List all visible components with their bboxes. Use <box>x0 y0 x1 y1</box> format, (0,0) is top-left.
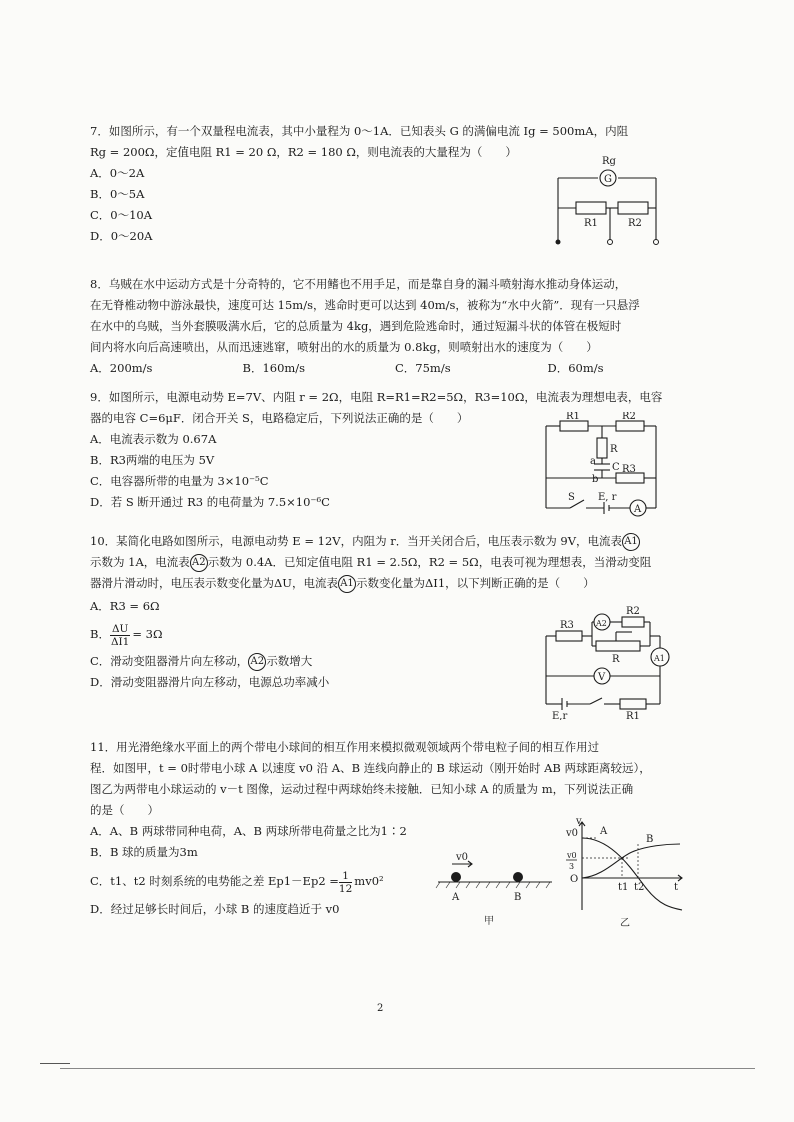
q7-option-a[interactable]: A．0～2A <box>90 166 145 180</box>
q9-b-point-label: b <box>592 474 599 485</box>
q11-yi-origin-label: O <box>570 874 579 885</box>
q7-stem-line2: Rg = 200Ω，定值电阻 R1 = 20 Ω，R2 = 180 Ω，则电流表的大量程为（ ） <box>90 145 517 159</box>
q10-fig-r1-label: R1 <box>626 711 640 720</box>
fraction-numerator: 1 <box>339 870 352 883</box>
ball-b-icon <box>513 872 523 882</box>
q11-jia-caption: 甲 <box>484 916 494 927</box>
q11-stem-line3: 图乙为两带电小球运动的 v－t 图像，运动过程中两球始终未接触．已知小球 A 的质量为 m，下列说法正确 <box>90 782 634 796</box>
q10-option-d[interactable]: D．滑动变阻器滑片向左移动，电源总功率减小 <box>90 675 330 689</box>
q11-jia-v0-label: v0 <box>456 852 469 863</box>
q8-stem-line1: 8．乌贼在水中运动方式是十分奇特的，它不用鳍也不用手足，而是靠自身的漏斗喷射海水推动身体运动， <box>90 277 627 291</box>
q9-option-c[interactable]: C．电容器所带的电量为 3×10⁻⁵C <box>90 474 269 488</box>
q10-stem-line2-text-b: 示数为 0.4A．已知定值电阻 R1 = 2.5Ω，R2 = 5Ω，电表可视为理想表，当滑动变阻 <box>207 555 652 569</box>
q11-jia-b-label: B <box>514 892 522 903</box>
q8-stem-line4: 间内将水向后高速喷出，从而迅速逃窜，喷射出的水的质量为 0.8kg，则喷射出水的速度为（ ） <box>90 340 598 354</box>
q9-option-a[interactable]: A．电流表示数为 0.67A <box>90 432 217 446</box>
q7-meter-label: G <box>604 174 612 185</box>
q11-jia-a-label: A <box>452 892 460 903</box>
q7-option-d[interactable]: D．0～20A <box>90 229 153 243</box>
q7-circuit-diagram <box>548 152 668 248</box>
q11-option-c-prefix: C．t1、t2 时刻系统的电势能之差 Ep1－Ep2 = <box>90 874 339 888</box>
q7-option-c[interactable]: C．0～10A <box>90 208 153 222</box>
q10-fig-a2-label: A2 <box>596 619 607 628</box>
ammeter-a2-icon: A2 <box>190 554 208 572</box>
fraction-denominator: 12 <box>338 882 353 895</box>
q11-yi-b-label: B <box>646 834 654 845</box>
q10-option-c-prefix: C．滑动变阻器滑片向左移动， <box>90 654 249 668</box>
q9-ammeter-label: A <box>634 504 642 515</box>
page-number: 2 <box>377 1003 384 1014</box>
q10-fig-v-label: V <box>598 672 606 683</box>
q8-option-b[interactable]: B．160m/s <box>242 361 306 375</box>
q9-switch-label: S <box>568 492 575 503</box>
fraction-denominator: ΔI1 <box>110 635 130 648</box>
q11-yi-v-axis-label: v <box>576 816 582 827</box>
ammeter-a2-icon: A2 <box>248 653 266 671</box>
q11-yi-caption: 乙 <box>620 918 630 929</box>
terminal-icon <box>556 240 561 245</box>
q10-fig-r2-label: R2 <box>626 606 640 617</box>
q10-option-a[interactable]: A．R3 = 6Ω <box>90 599 160 613</box>
q11-yi-t2-label: t2 <box>634 882 645 893</box>
q9-option-b[interactable]: B．R3两端的电压为 5V <box>90 453 215 467</box>
q8-option-c[interactable]: C．75m/s <box>395 361 451 375</box>
q9-stem-line1: 9．如图所示，电源电动势 E=7V、内阻 r = 2Ω，电阻 R=R1=R2=5Ω，R3=10Ω，电流表为理想电表，电容 <box>90 390 663 404</box>
q11-yi-a-label: A <box>600 826 608 837</box>
q8-stem-line2: 在无脊椎动物中游泳最快，速度可达 15m/s，逃命时更可以达到 40m/s，被称为“水中火箭”．现有一只悬浮 <box>90 298 640 312</box>
q10-stem-line2 <box>90 552 700 573</box>
fraction-numerator: ΔU <box>111 622 129 635</box>
q11-figure-jia <box>432 848 562 928</box>
ball-a-icon <box>451 872 461 882</box>
q10-circuit-diagram <box>536 604 686 720</box>
q10-stem-line3 <box>90 573 700 594</box>
q11-stem-line2: 程．如图甲，t = 0时带电小球 A 以速度 v0 沿 A、B 连线向静止的 B 球运动（刚开始时 AB 两球距离较远）， <box>90 761 651 775</box>
q11-option-c-fraction <box>339 870 352 895</box>
q7-r2-label: R2 <box>628 218 642 229</box>
q9-stem-line2: 器的电容 C=6μF．闭合开关 S，电路稳定后，下列说法正确的是（ ） <box>90 411 469 425</box>
ammeter-a1-icon: A1 <box>338 575 356 593</box>
terminal-icon <box>608 240 613 245</box>
q7-stem-line1: 7．如图所示，有一个双量程电流表，其中小量程为 0～1A．已知表头 G 的满偏电流 Ig = 500mA，内阻 <box>90 124 629 138</box>
q11-yi-v0-label: v0 <box>566 828 579 839</box>
q11-figure-yi-vt-graph <box>562 814 690 930</box>
q11-option-a[interactable]: A．A、B 两球带同种电荷，A、B 两球所带电荷量之比为1∶2 <box>90 824 407 838</box>
q9-c-label: C <box>612 462 620 473</box>
q11-yi-t1-label: t1 <box>618 882 629 893</box>
q11-option-d[interactable]: D．经过足够长时间后，小球 B 的速度趋近于 v0 <box>90 902 340 916</box>
q11-stem-line1: 11．用光滑绝缘水平面上的两个带电小球间的相互作用来模拟微观领域两个带电粒子间的相互作用过 <box>90 740 600 754</box>
q8-option-d[interactable]: D．60m/s <box>547 361 604 375</box>
q9-circuit-diagram <box>534 412 668 522</box>
q8-stem-line3: 在水中的乌贼，当外套膜吸满水后，它的总质量为 4kg，遇到危险逃命时，通过短漏斗状的体管在极短时 <box>90 319 622 333</box>
ammeter-a1-icon: A1 <box>622 533 640 551</box>
q11-stem-line4: 的是（ ） <box>90 803 159 817</box>
q10-fig-a1-label: A1 <box>654 654 665 663</box>
q7-rg-label: Rg <box>602 156 616 167</box>
question-8 <box>90 274 700 379</box>
curve-b <box>582 844 680 878</box>
q10-stem-line1 <box>90 531 700 552</box>
q10-option-c-suffix: 示数增大 <box>266 654 313 668</box>
q11-yi-frac-den: 3 <box>569 862 575 871</box>
q9-r2-label: R2 <box>622 412 636 422</box>
q10-fig-r3-label: R3 <box>560 620 574 631</box>
q11-yi-frac-num: v0 <box>567 851 577 860</box>
scan-artifact <box>60 1068 755 1069</box>
q9-option-d[interactable]: D．若 S 断开通过 R3 的电荷量为 7.5×10⁻⁶C <box>90 495 330 509</box>
q10-fig-source-label: E,r <box>552 711 568 720</box>
q11-option-c-suffix: mv0² <box>354 874 384 888</box>
q9-a-point-label: a <box>590 456 596 467</box>
q10-option-b-fraction <box>110 623 130 648</box>
q10-stem-line1-text: 10．某简化电路如图所示，电源电动势 E = 12V，内阻为 r．当开关闭合后，电压表示数为 9V，电流表 <box>90 534 622 548</box>
terminal-icon <box>654 240 659 245</box>
q11-option-b[interactable]: B．B 球的质量为3m <box>90 845 198 859</box>
q10-stem-line3-text-b: 示数变化量为ΔI1，以下判断正确的是（ ） <box>356 576 595 590</box>
q10-stem-line3-text-a: 器滑片滑动时，电压表示数变化量为ΔU，电流表 <box>90 576 338 590</box>
q11-yi-t-label: t <box>674 882 679 893</box>
q7-r1-label: R1 <box>584 218 598 229</box>
q8-option-a[interactable]: A．200m/s <box>90 361 153 375</box>
q10-option-b-prefix: B． <box>90 627 110 641</box>
scan-artifact <box>40 1063 70 1064</box>
q10-stem-line2-text-a: 示数为 1A，电流表 <box>90 555 190 569</box>
q9-source-label: E, r <box>598 492 617 503</box>
q7-option-b[interactable]: B．0～5A <box>90 187 145 201</box>
q9-r1-label: R1 <box>566 412 580 422</box>
q9-r3-label: R3 <box>622 464 636 475</box>
q10-fig-r-label: R <box>612 654 620 665</box>
q10-option-b-suffix: = 3Ω <box>132 627 163 641</box>
q9-r-label: R <box>610 444 618 455</box>
